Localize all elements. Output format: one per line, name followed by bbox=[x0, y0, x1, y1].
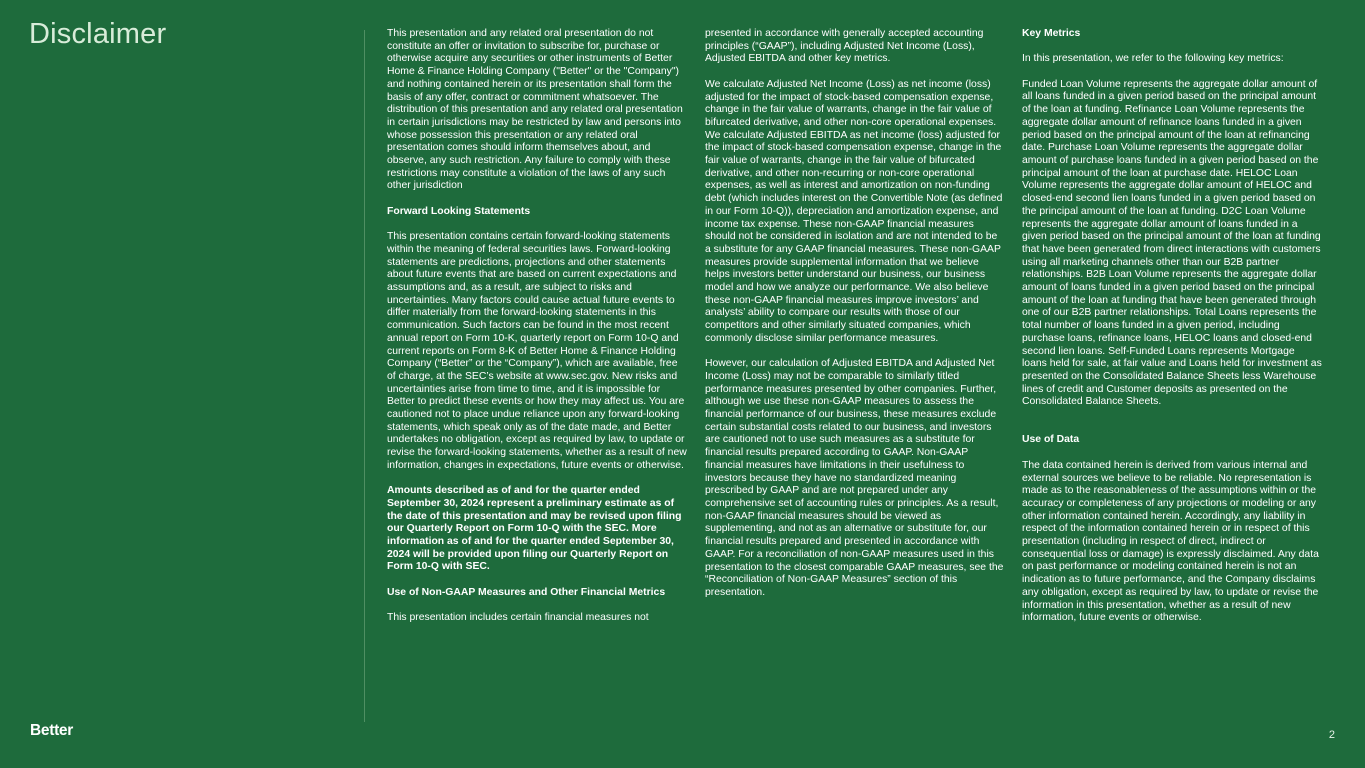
adjusted-metrics-paragraph: We calculate Adjusted Net Income (Loss) as net income (loss) adjusted for the impact of stock-based compensation expense, change in the fair value of warrants, change in the fair value of bifurcated derivative, and other non-core operational expenses. We calculate Adjusted EBITDA as net income (loss) adjusted for the impact of stock-based compensation expense, change in the fair value of warrants, change in the fair value of bifurcated derivative, and other non-recurring or non-core operational expenses, as well as interest and amortization on non-funding debt (which includes interest on the Convertible Note (as defined in our Form 10-Q)), depreciation and amortization expense, and income tax expense. These non-GAAP financial measures should not be considered in isolation and are not intended to be a substitute for any GAAP financial measures. These non-GAAP measures provide supplemental information that we believe helps investors better understand our business, our business model and how we analyze our performance. We also believe these non-GAAP financial measures improve investors’ and analysts’ ability to compare our results with those of our competitors and other similarly situated companies, which commonly disclose similar performance measures. bbox=[705, 78, 1003, 344]
forward-looking-heading: Forward Looking Statements bbox=[387, 205, 531, 217]
comparability-paragraph: However, our calculation of Adjusted EBITDA and Adjusted Net Income (Loss) may not be comparable to similarly titled performance measures presented by other companies. Further, although we use these non-GAAP measures to assess the financial performance of our business, these measures exclude certain substantial costs related to our business, and investors are cautioned not to use such measures as a substitute for financial results prepared according to GAAP. Non-GAAP financial measures have limitations in their usefulness to investors because they have no standardized meaning prescribed by GAAP and are not prepared under any comprehensive set of accounting rules or principles. As a result, non-GAAP financial measures should be viewed as supplementing, and not as an alternative or substitute for, our financial results prepared and presented in accordance with GAAP. For a reconciliation of non-GAAP measures used in this presentation to the closest comparable GAAP measures, see the “Reconciliation of Non-GAAP Measures” section of this presentation. bbox=[705, 358, 1004, 598]
disclaimer-column-2 bbox=[705, 28, 1005, 600]
better-logo: Better bbox=[30, 722, 73, 739]
use-of-data-paragraph: The data contained herein is derived from various internal and external sources we believe to be reliable. No representation is made as to the reasonableness of the assumptions within or the accuracy or completeness of any projections or modeling or any other information contained herein. Accordingly, any liability in respect of the information contained herein or in respect of this presentation (including in respect of direct, indirect or consequential loss or damage) is expressly disclaimed. Any data on past performance or modeling contained herein is not an indication as to future performance, and the Company disclaims any obligation, except as required by law, to update or revise the information in this presentation, whether as a result of new information, future events or otherwise. bbox=[1022, 459, 1319, 624]
disclaimer-column-1 bbox=[387, 28, 687, 625]
non-gaap-heading: Use of Non-GAAP Measures and Other Financial Metrics bbox=[387, 586, 666, 598]
page-title: Disclaimer bbox=[29, 18, 167, 50]
non-gaap-paragraph-start: This presentation includes certain financial measures not bbox=[387, 612, 649, 624]
preliminary-estimate-note: Amounts described as of and for the quarter ended September 30, 2024 represent a preliminary estimate as of the date of this presentation and may be revised upon filing our Quarterly Report on Form 10-Q with the SEC. More information as of and for the quarter ended September 30, 2024 will be provided upon filing our Quarterly Report on Form 10-Q with SEC. bbox=[387, 485, 682, 573]
forward-looking-paragraph: This presentation contains certain forward-looking statements within the meaning of federal securities laws. Forward-looking statements are predictions, projections and other statements about future events that are based on current expectations and assumptions and, as a result, are subject to risks and uncertainties. Many factors could cause actual future events to differ materially from the forward-looking statements in this communication. Such factors can be found in the most recent annual report on Form 10-K, quarterly report on Form 10-Q and current reports on Form 8-K of Better Home & Finance Holding Company (“Better” or the “Company”), which are available, free of charge, at the SEC’s website at www.sec.gov. New risks and uncertainties arise from time to time, and it is impossible for Better to predict these events or how they may affect us. You are cautioned not to place undue reliance upon any forward-looking statements, which speak only as of the date made, and Better undertakes no obligation, except as required by law, to update or revise the forward-looking statements, whether as a result of new information, changes in expectations, future events or otherwise. bbox=[387, 231, 687, 471]
column-divider bbox=[364, 30, 365, 722]
use-of-data-heading: Use of Data bbox=[1022, 434, 1080, 446]
disclaimer-column-3 bbox=[1022, 28, 1322, 625]
key-metrics-paragraph: Funded Loan Volume represents the aggregate dollar amount of all loans funded in a given period based on the principal amount of the loan at funding. Refinance Loan Volume represents the aggregate dollar amount of refinance loans funded in a given period based on the principal amount of the loan at refinancing date. Purchase Loan Volume represents the aggregate dollar amount of purchase loans funded in a given period based on the principal amount of the loan at purchase date. HELOC Loan Volume represents the aggregate dollar amount of HELOC and closed-end second lien loans funded in a given period based on the principal amount of the loan at funding. D2C Loan Volume represents the aggregate dollar amount of loans funded in a given period based on the principal amount of the loan at funding that have been generated from direct interactions with customers using all marketing channels other than our B2B partner relationships. B2B Loan Volume represents the aggregate dollar amount of loans funded in a given period based on the principal amount of the loan at funding that have been generated through one of our B2B partner relationships. Total Loans represents the total number of loans funded in a given period, including purchase loans, refinance loans, HELOC loans and closed-end second lien loans. Self-Funded Loans represents Mortgage loans held for sale, at fair value and Loans held for investment as presented on the Consolidated Balance Sheets less Warehouse lines of credit and Customer deposits as presented on the Consolidated Balance Sheets. bbox=[1022, 78, 1322, 408]
intro-paragraph: This presentation and any related oral presentation do not constitute an offer or invitation to subscribe for, purchase or otherwise acquire any securities or other instruments of Better Home & Finance Holding Company ("Better" or the "Company") and nothing contained herein or its presentation shall form the basis of any offer, contract or commitment whatsoever. The distribution of this presentation and any related oral presentation in certain jurisdictions may be restricted by law and persons into whose possession this presentation or any related oral presentation comes should inform themselves about, and observe, any such restriction. Any failure to comply with these restrictions may constitute a violation of the laws of any such other jurisdiction bbox=[387, 28, 683, 192]
key-metrics-heading: Key Metrics bbox=[1022, 28, 1081, 39]
page-number: 2 bbox=[1328, 729, 1335, 741]
key-metrics-intro: In this presentation, we refer to the following key metrics: bbox=[1022, 53, 1284, 65]
non-gaap-paragraph-continued: presented in accordance with generally accepted accounting principles (“GAAP”), including Adjusted Net Income (Loss), Adjusted EBITDA and other key metrics. bbox=[705, 28, 984, 65]
